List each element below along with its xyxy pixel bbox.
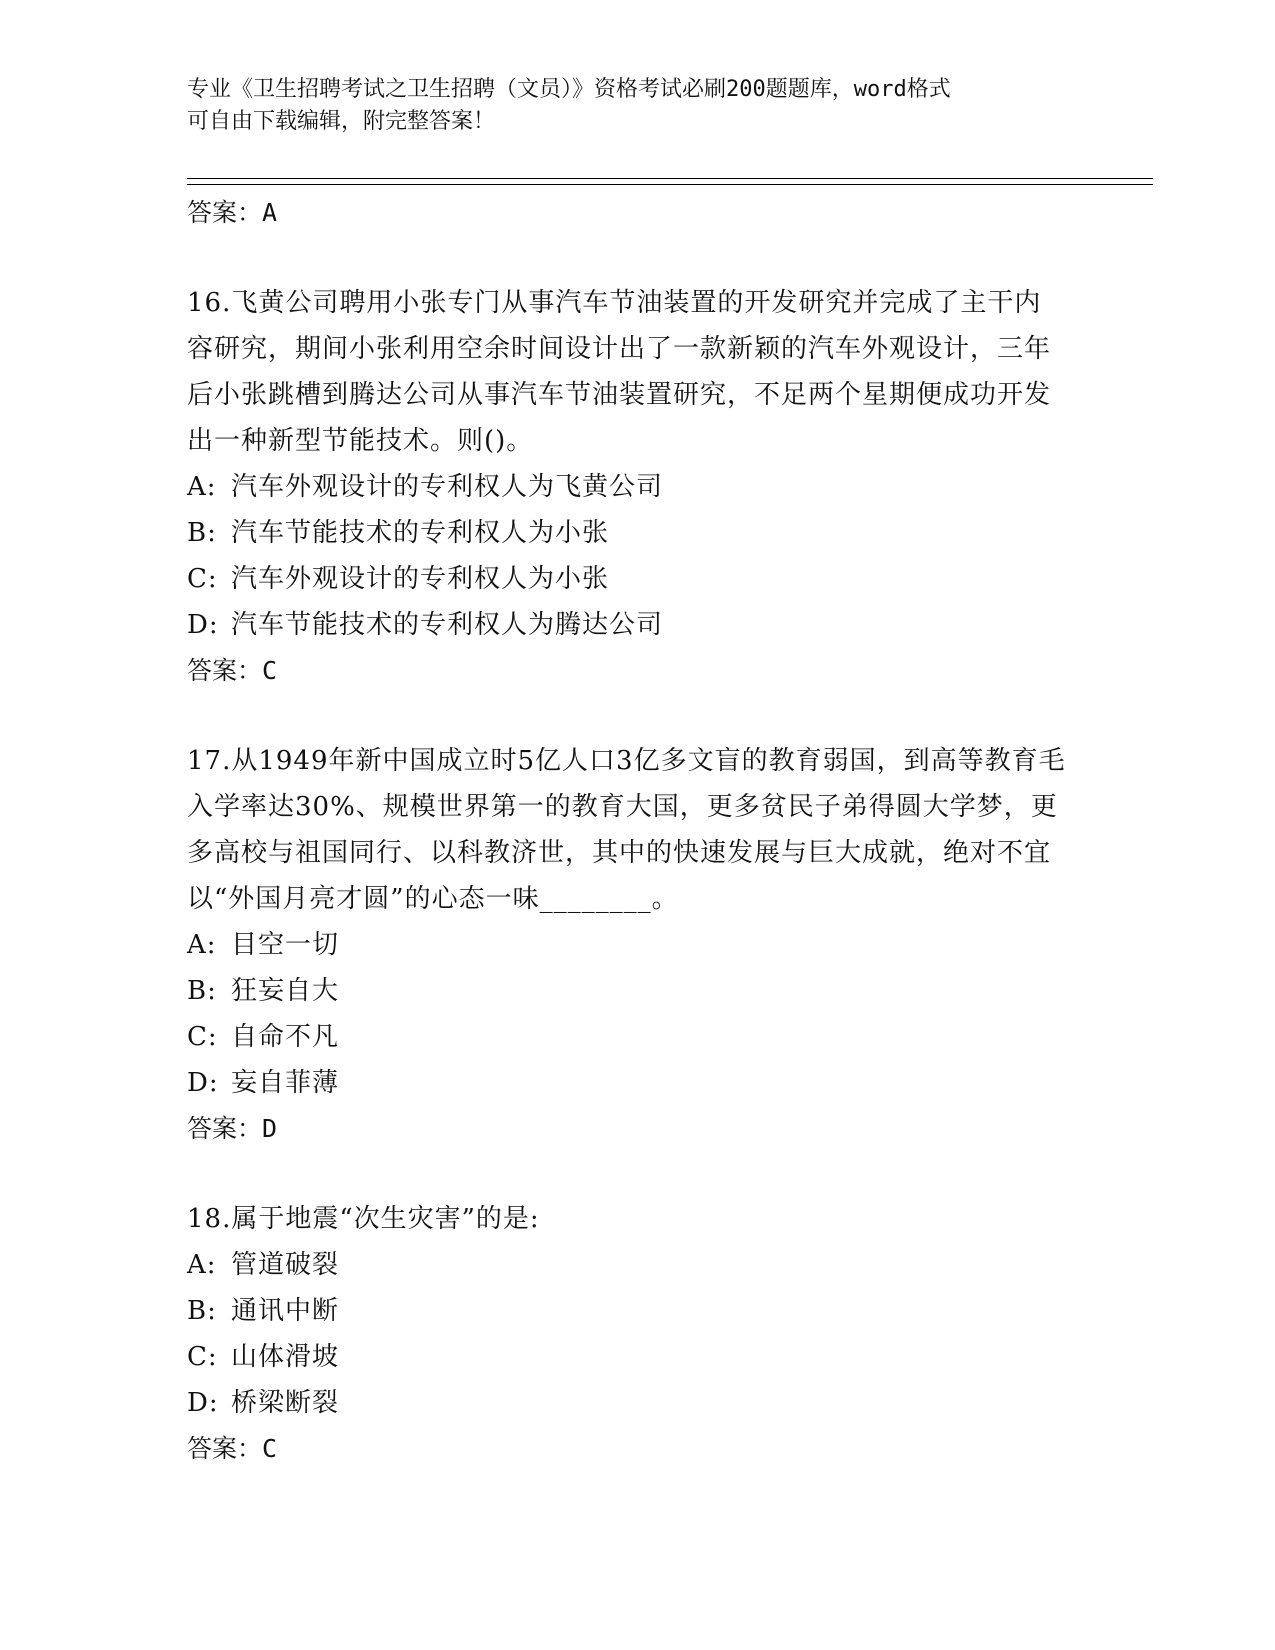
option-key: A:	[187, 930, 217, 960]
question-block-17	[187, 738, 1087, 1152]
option-d	[187, 602, 1087, 648]
option-key: D:	[187, 1068, 219, 1098]
option-text: 汽车外观设计的专利权人为小张	[231, 564, 610, 594]
spacer	[187, 1152, 1087, 1196]
option-b	[187, 1288, 1087, 1334]
option-text: 自命不凡	[231, 1022, 340, 1052]
question-text: 18.属于地震“次生灾害”的是:	[187, 1204, 540, 1234]
option-text: 目空一切	[231, 930, 340, 960]
option-a	[187, 464, 1087, 510]
option-text: 狂妄自大	[231, 976, 340, 1006]
option-key: D:	[187, 1388, 219, 1418]
header-title-line-2: 可自由下载编辑，附完整答案！	[187, 109, 496, 134]
option-text: 山体滑坡	[231, 1342, 340, 1372]
option-c	[187, 556, 1087, 602]
option-key: A:	[187, 1250, 217, 1280]
spacer	[187, 236, 1087, 280]
answer-line: 答案：A	[187, 198, 278, 227]
option-key: D:	[187, 610, 219, 640]
question-text: 16.飞黄公司聘用小张专门从事汽车节油装置的开发研究并完成了主干内容研究，期间小张利用空余时间设计出了一款新颖的汽车外观设计，三年后小张跳槽到腾达公司从事汽车节油装置研究，不足两个星期便成功开发出一种新型节能技术。则()。	[187, 288, 1052, 456]
option-b	[187, 510, 1087, 556]
option-text: 通讯中断	[231, 1296, 340, 1326]
option-d	[187, 1060, 1087, 1106]
option-text: 妄自菲薄	[231, 1068, 340, 1098]
spacer	[187, 694, 1087, 738]
question-block-18	[187, 1196, 1087, 1472]
option-text: 汽车节能技术的专利权人为小张	[231, 518, 610, 548]
option-key: C:	[187, 564, 218, 594]
option-text: 管道破裂	[231, 1250, 340, 1280]
option-key: B:	[187, 518, 217, 548]
option-a	[187, 1242, 1087, 1288]
option-c	[187, 1014, 1087, 1060]
option-a	[187, 922, 1087, 968]
option-key: C:	[187, 1342, 218, 1372]
option-text: 汽车外观设计的专利权人为飞黄公司	[231, 472, 664, 502]
answer-line: 答案：C	[187, 1434, 278, 1463]
option-c	[187, 1334, 1087, 1380]
answer-line: 答案：C	[187, 656, 278, 685]
question-text: 17.从1949年新中国成立时5亿人口3亿多文盲的教育弱国，到高等教育毛入学率达30%、规模世界第一的教育大国，更多贫民子弟得圆大学梦，更多高校与祖国同行、以科教济世，其中的快速发展与巨大成就，绝对不宜以“外国月亮才圆”的心态一味________。	[187, 746, 1066, 914]
option-key: C:	[187, 1022, 218, 1052]
question-list	[187, 190, 1087, 1472]
option-key: B:	[187, 1296, 217, 1326]
option-text: 桥梁断裂	[231, 1388, 340, 1418]
option-text: 汽车节能技术的专利权人为腾达公司	[231, 610, 664, 640]
answer-line: 答案：D	[187, 1114, 278, 1143]
option-d	[187, 1380, 1087, 1426]
header-divider	[187, 178, 1153, 185]
option-key: A:	[187, 472, 217, 502]
header-title-line-1: 专业《卫生招聘考试之卫生招聘（文员）》资格考试必刷200题题库，word格式	[187, 77, 951, 102]
question-block-16	[187, 280, 1087, 694]
option-b	[187, 968, 1087, 1014]
option-key: B:	[187, 976, 217, 1006]
document-header	[187, 74, 1067, 138]
